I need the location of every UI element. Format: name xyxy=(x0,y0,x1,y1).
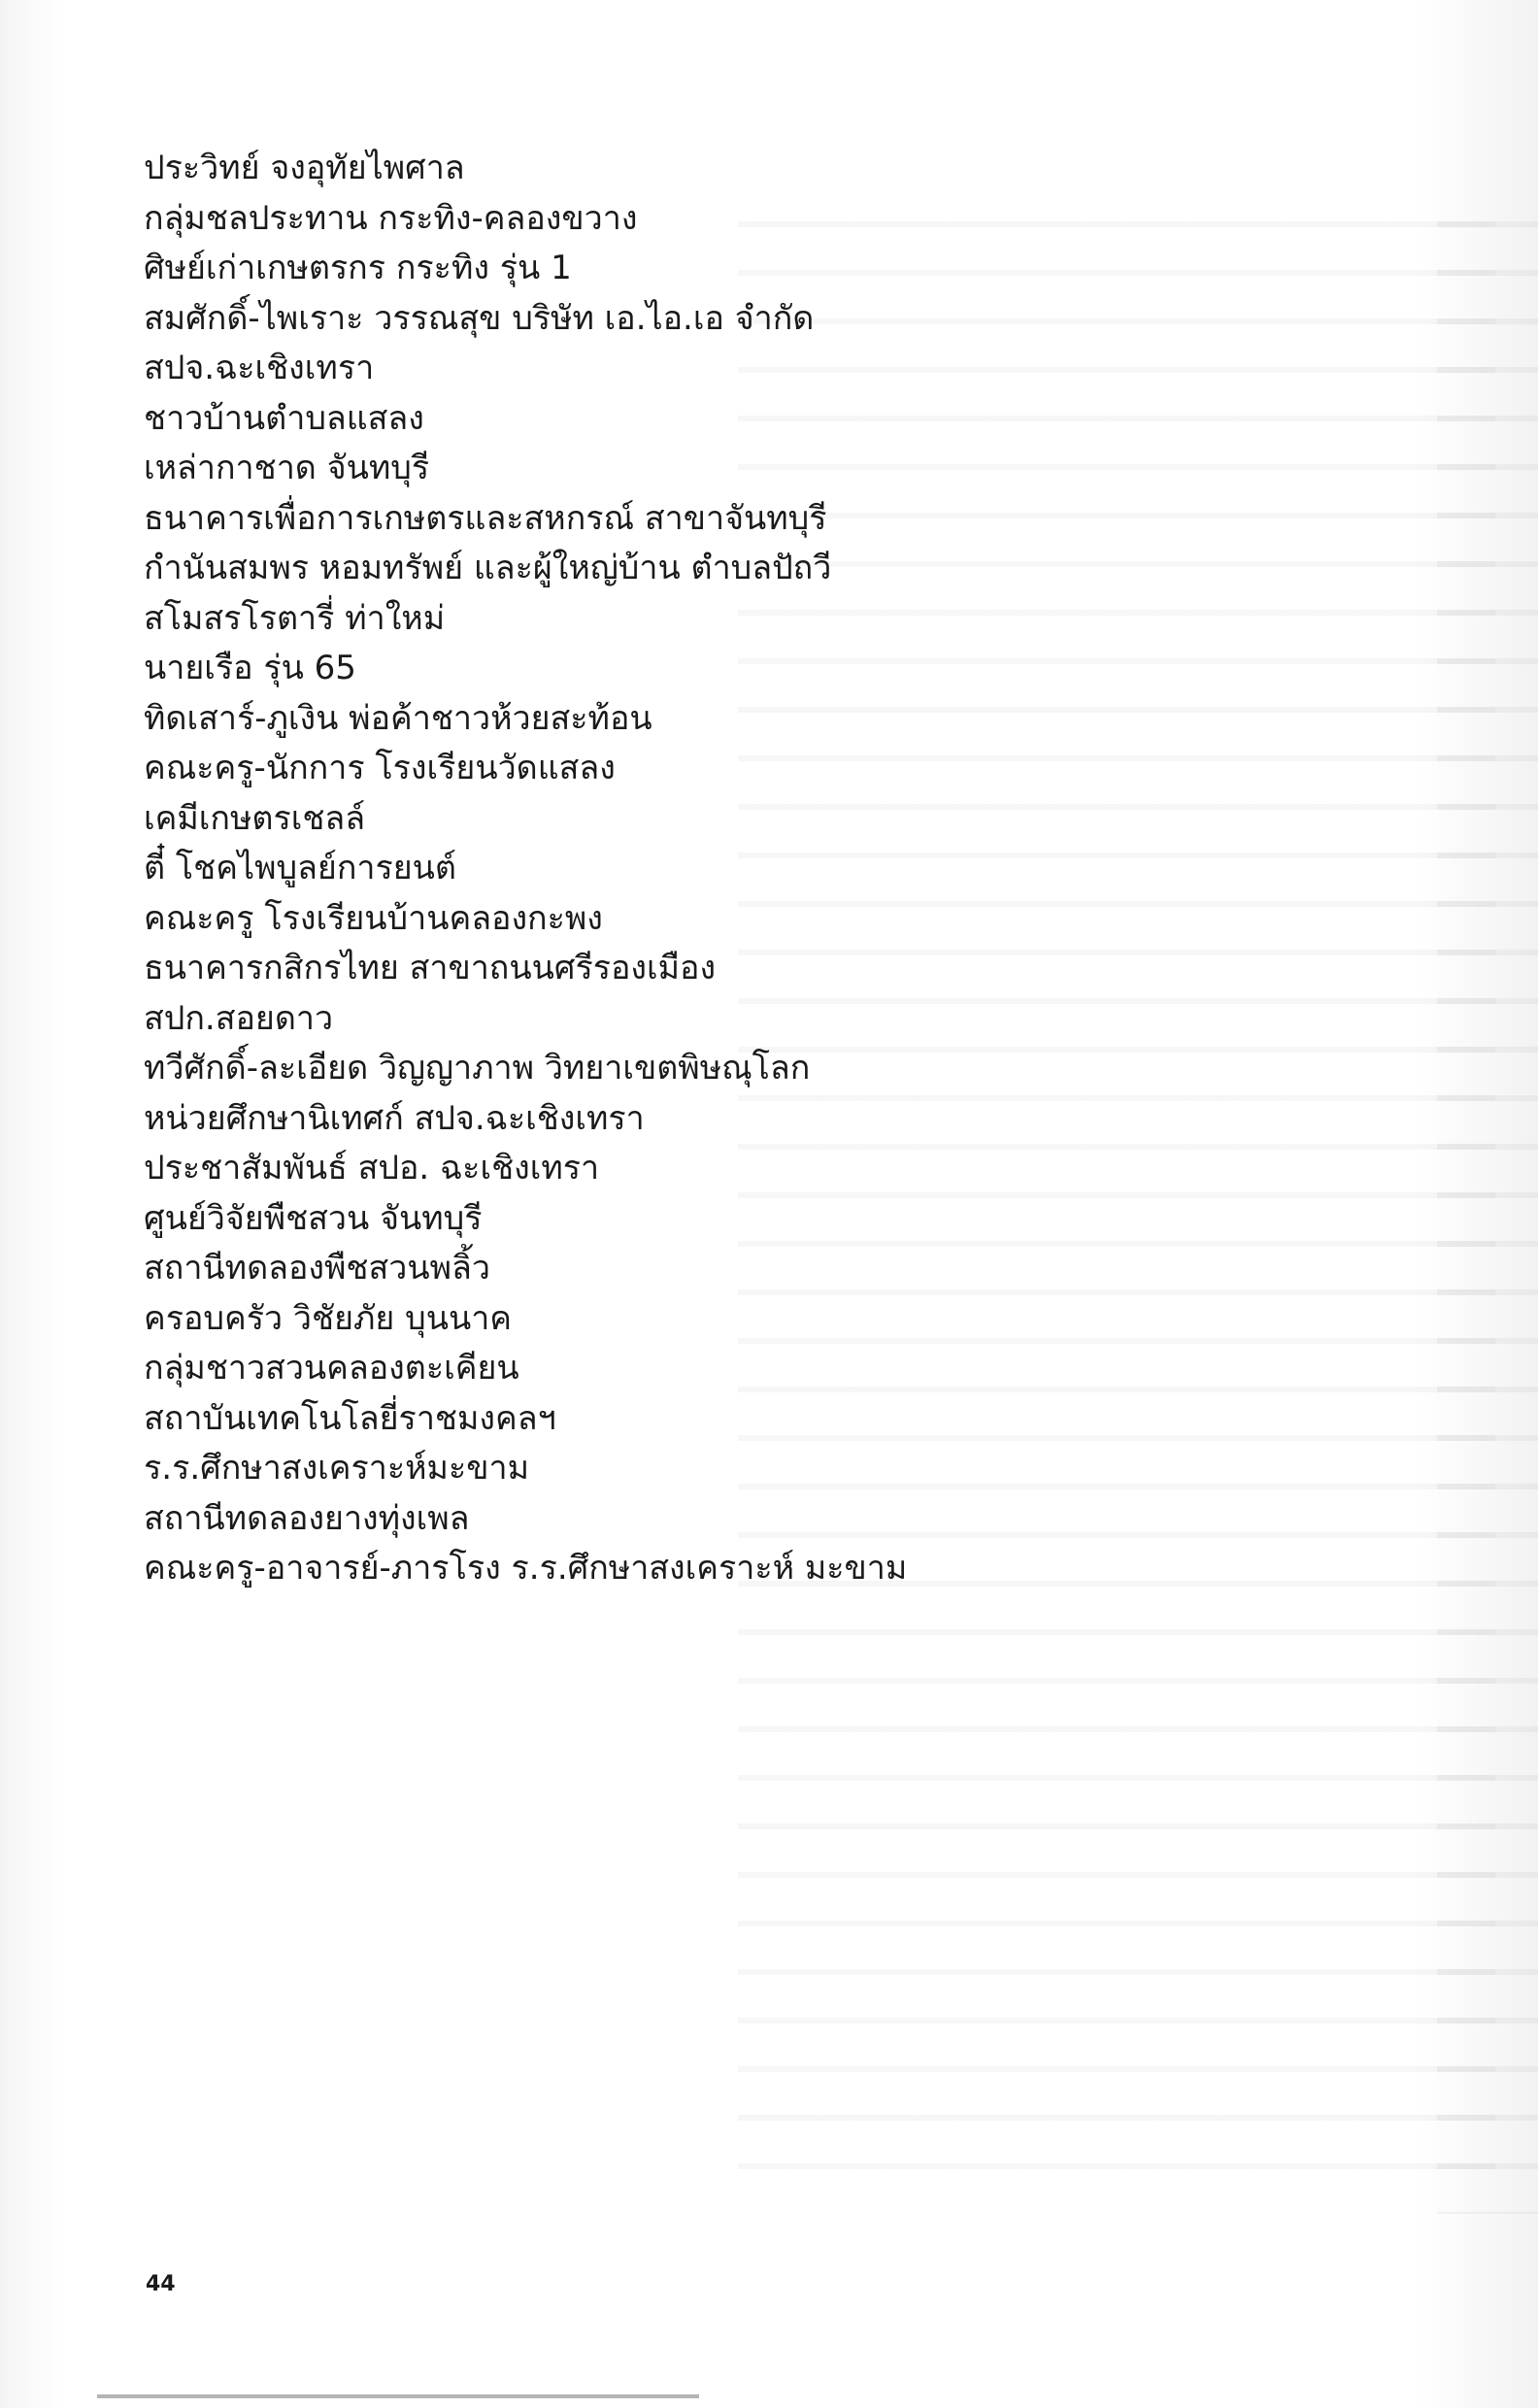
page-number: 44 xyxy=(146,2272,176,2296)
list-item: นายเรือ รุ่น 65 xyxy=(144,649,356,687)
list-item: ศิษย์เก่าเกษตรกร กระทิง รุ่น 1 xyxy=(144,249,572,287)
list-item: สปก.สอยดาว xyxy=(144,998,334,1038)
list-item: คณะครู-นักการ โรงเรียนวัดแสลง xyxy=(144,749,616,787)
list-item: สปจ.ฉะเชิงเทรา xyxy=(144,349,375,387)
list-item: หน่วยศึกษานิเทศก์ สปจ.ฉะเชิงเทรา xyxy=(144,1098,645,1138)
list-item: ธนาคารกสิกรไทย สาขาถนนศรีรองเมือง xyxy=(144,949,717,987)
list-item: ประวิทย์ จงอุทัยไพศาล xyxy=(144,149,465,187)
adjacent-page-edge xyxy=(1437,194,1538,2214)
list-item: ร.ร.ศึกษาสงเคราะห์มะขาม xyxy=(144,1449,529,1488)
list-item: เหล่ากาชาด จันทบุรี xyxy=(144,449,430,487)
list-item: ตี๋ โชคไพบูลย์การยนต์ xyxy=(144,849,457,887)
list-item: กำนันสมพร หอมทรัพย์ และผู้ใหญ่บ้าน ตำบลปัถวี xyxy=(144,549,832,587)
list-item: สมศักดิ์-ไพเราะ วรรณสุข บริษัท เอ.ไอ.เอ จำกัด xyxy=(144,298,815,338)
list-item: ประชาสัมพันธ์ สปอ. ฉะเชิงเทรา xyxy=(144,1149,600,1187)
list-item: คณะครู-อาจารย์-ภารโรง ร.ร.ศึกษาสงเคราะห์ มะขาม xyxy=(144,1549,908,1588)
list-item: ชาวบ้านตำบลแสลง xyxy=(144,398,424,438)
sponsor-list xyxy=(144,144,1289,1594)
list-item: ทิดเสาร์-ภูเงิน พ่อค้าชาวห้วยสะท้อน xyxy=(144,698,652,738)
list-item: ศูนย์วิจัยพืชสวน จันทบุรี xyxy=(144,1198,483,1238)
list-item: ทวีศักดิ์-ละเอียด วิญญาภาพ วิทยาเขตพิษณุโลก xyxy=(144,1049,811,1087)
list-item: สถานีทดลองยางทุ่งเพล xyxy=(144,1498,470,1538)
list-item: กลุ่มชลประทาน กระทิง-คลองขวาง xyxy=(144,198,638,238)
list-item: สถานีทดลองพืชสวนพลิ้ว xyxy=(144,1249,490,1288)
list-item: กลุ่มชาวสวนคลองตะเคียน xyxy=(144,1349,519,1388)
list-item: เคมีเกษตรเชลล์ xyxy=(144,798,366,838)
list-item: ครอบครัว วิชัยภัย บุนนาค xyxy=(144,1298,513,1338)
list-item: ธนาคารเพื่อการเกษตรและสหกรณ์ สาขาจันทบุรี xyxy=(144,498,827,538)
list-item: สโมสรโรตารี่ ท่าใหม่ xyxy=(144,598,446,638)
list-item: สถาบันเทคโนโลยี่ราชมงคลฯ xyxy=(144,1398,556,1438)
list-item: คณะครู โรงเรียนบ้านคลองกะพง xyxy=(144,898,603,938)
bottom-divider xyxy=(97,2394,699,2398)
